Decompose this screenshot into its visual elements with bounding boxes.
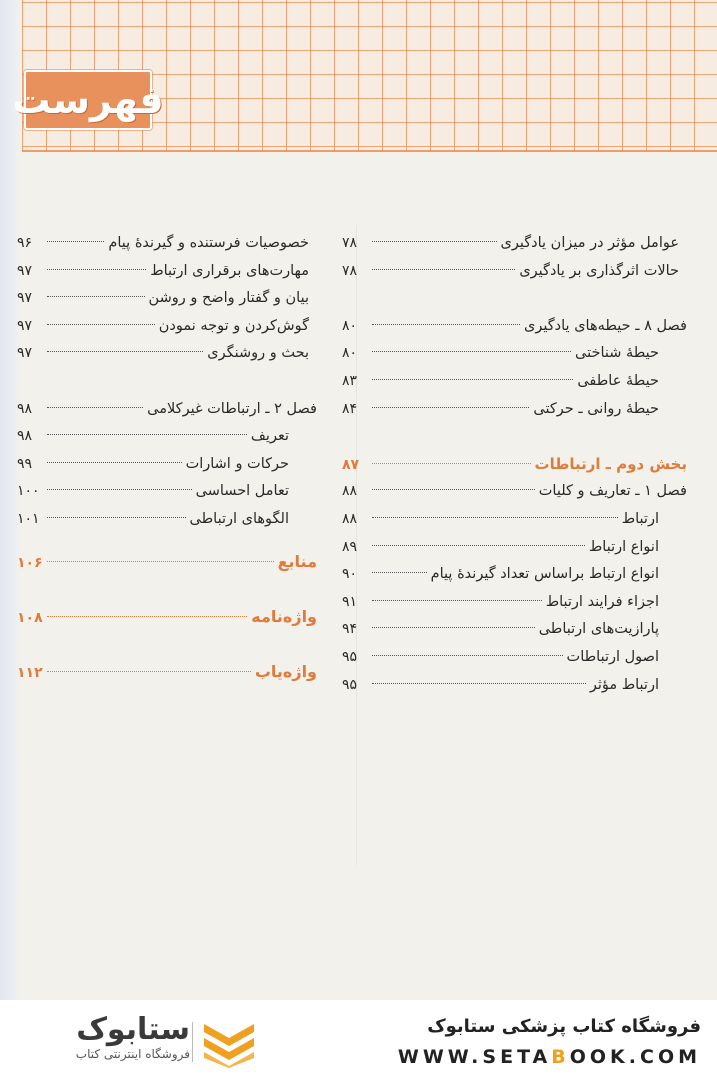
toc-entry-page: ۷۸ <box>342 262 358 279</box>
toc-entry[interactable] <box>17 423 317 451</box>
toc-entry[interactable] <box>342 451 687 479</box>
toc-entry-page: ۸۹ <box>342 538 358 555</box>
toc-leader-dots <box>47 324 155 325</box>
toc-entry-page: ۹۱ <box>342 593 358 610</box>
toc-entry-page: ۹۵ <box>342 676 358 693</box>
toc-entry-page: ۹۰ <box>342 566 358 583</box>
toc-leader-dots <box>47 241 104 242</box>
toc-entry-title: اجزاء فرایند ارتباط <box>545 593 659 610</box>
toc-entry[interactable] <box>342 672 687 700</box>
toc-entry-page: ۸۸ <box>342 483 358 500</box>
toc-entry-title: بحث و روشنگری <box>207 345 309 362</box>
toc-leader-dots <box>47 489 192 490</box>
toc-leader-dots <box>372 545 585 546</box>
toc-entry-title: منابع <box>277 551 317 571</box>
toc-entry[interactable] <box>342 478 687 506</box>
toc-entry-title: اصول ارتباطات <box>566 648 659 665</box>
toc-entry-page: ۹۸ <box>17 400 33 417</box>
brand-logo <box>30 1014 190 1062</box>
toc-leader-dots <box>47 616 247 617</box>
toc-entry[interactable] <box>342 589 687 617</box>
toc-entry[interactable] <box>342 368 687 396</box>
toc-entry-page: ۸۸ <box>342 510 358 527</box>
toc-leader-dots <box>47 407 143 408</box>
toc-entry-title: تعامل احساسی <box>195 483 289 500</box>
toc-entry-title: فصل ۲ ـ ارتباطات غیرکلامی <box>147 400 317 417</box>
toc-entry-page: ۱۰۰ <box>17 483 40 500</box>
toc-entry[interactable] <box>17 478 317 506</box>
book-logo-icon <box>200 1018 258 1068</box>
store-url-accent: B <box>551 1046 570 1068</box>
toc-gap <box>342 423 687 451</box>
toc-entry[interactable] <box>17 340 317 368</box>
toc-leader-dots <box>372 463 531 464</box>
toc-leader-dots <box>47 434 247 435</box>
toc-entry-title: مهارت‌های برقراری ارتباط <box>150 262 309 279</box>
toc-leader-dots <box>372 241 497 242</box>
toc-entry-title: فصل ۱ ـ تعاریف و کلیات <box>538 483 687 500</box>
toc-entry[interactable] <box>342 616 687 644</box>
toc-entry-title: بیان و گفتار واضح و روشن <box>148 290 309 307</box>
toc-entry-title: واژه‌نامه <box>251 606 317 626</box>
toc-entry-page: ۹۶ <box>17 235 33 251</box>
toc-entry-title: حالات اثرگذاری بر یادگیری <box>519 262 679 279</box>
toc-entry[interactable] <box>342 561 687 589</box>
toc-entry[interactable] <box>17 230 317 258</box>
toc-entry-page: ۸۰ <box>342 345 358 362</box>
toc-leader-dots <box>372 351 571 352</box>
store-name: فروشگاه کتاب پزشکی ستابوک <box>427 1016 701 1037</box>
toc-entry-title: حیطهٔ روانی ـ حرکتی <box>533 400 659 417</box>
toc-entry-title: واژه‌یاب <box>254 661 317 681</box>
toc-entry-title: حیطهٔ عاطفی <box>577 372 659 389</box>
toc-entry-title: حیطهٔ شناختی <box>575 345 659 362</box>
toc-entry-page: ۹۸ <box>17 428 33 445</box>
index-title: فهرست <box>12 78 164 122</box>
toc-leader-dots <box>372 379 573 380</box>
toc-entry[interactable] <box>342 396 687 424</box>
toc-gap <box>342 285 687 313</box>
toc-entry-title: عوامل مؤثر در میزان یادگیری <box>500 235 679 251</box>
toc-leader-dots <box>47 462 182 463</box>
toc-leader-dots <box>372 407 529 408</box>
toc-entry-title: الگوهای ارتباطی <box>189 510 289 527</box>
toc-entry[interactable] <box>342 258 687 286</box>
toc-entry[interactable] <box>342 644 687 672</box>
toc-leader-dots <box>372 655 563 656</box>
toc-leader-dots <box>372 683 586 684</box>
toc-leader-dots <box>47 269 146 270</box>
toc-gap <box>17 368 317 396</box>
brand-name: ستابوک <box>76 1012 190 1047</box>
toc-column-left <box>17 230 317 699</box>
toc-leader-dots <box>47 517 186 518</box>
toc-leader-dots <box>372 627 535 628</box>
toc-leader-dots <box>47 561 274 562</box>
index-title-badge <box>12 70 164 130</box>
toc-entry[interactable] <box>342 506 687 534</box>
toc-entry[interactable] <box>17 534 317 589</box>
store-url-suffix: OOK.COM <box>569 1046 701 1068</box>
toc-entry-page: ۹۹ <box>17 455 33 472</box>
toc-entry-page: ۹۷ <box>17 345 33 362</box>
toc-entry[interactable] <box>17 313 317 341</box>
toc-leader-dots <box>372 572 427 573</box>
toc-entry-page: ۸۰ <box>342 317 358 334</box>
toc-entry[interactable] <box>17 644 317 699</box>
toc-entry-title: ارتباط مؤثر <box>589 676 659 693</box>
toc-entry-title: حرکات و اشارات <box>185 455 289 472</box>
toc-entry[interactable] <box>17 451 317 479</box>
brand-tagline: فروشگاه اینترنتی کتاب <box>75 1047 190 1061</box>
toc-entry[interactable] <box>342 230 687 258</box>
toc-entry-title: تعریف <box>250 428 289 445</box>
toc-entry-page: ۱۰۸ <box>17 609 43 626</box>
toc-entry-page: ۷۸ <box>342 235 358 251</box>
toc-entry[interactable] <box>17 258 317 286</box>
toc-entry[interactable] <box>342 534 687 562</box>
toc-entry-title: گوش‌کردن و توجه نمودن <box>158 317 309 334</box>
store-footer <box>0 1000 717 1080</box>
toc-entry-page: ۸۳ <box>342 372 358 389</box>
toc-entry-page: ۹۴ <box>342 621 358 638</box>
store-url-prefix: WWW.SETA <box>397 1046 552 1068</box>
toc-entry-page: ۹۵ <box>342 648 358 665</box>
toc-entry[interactable] <box>17 589 317 644</box>
toc-leader-dots <box>47 296 145 297</box>
toc-entry-page: ۱۰۶ <box>17 554 43 571</box>
toc-entry-page: ۹۷ <box>17 262 33 279</box>
toc-entry-title: انواع ارتباط براساس تعداد گیرندهٔ پیام <box>430 566 659 583</box>
toc-entry-title: پارازیت‌های ارتباطی <box>538 621 659 638</box>
toc-entry[interactable] <box>17 506 317 534</box>
toc-entry[interactable] <box>17 396 317 424</box>
toc-entry[interactable] <box>17 285 317 313</box>
store-url[interactable] <box>398 1046 701 1068</box>
toc-entry[interactable] <box>342 313 687 341</box>
toc-leader-dots <box>372 489 535 490</box>
toc-leader-dots <box>47 671 251 672</box>
toc-entry-title: بخش دوم ـ ارتباطات <box>534 454 687 473</box>
toc-leader-dots <box>372 324 520 325</box>
toc-entry[interactable] <box>342 340 687 368</box>
toc-entry-page: ۹۷ <box>17 317 33 334</box>
toc-leader-dots <box>47 351 203 352</box>
toc-entry-page: ۸۷ <box>342 456 360 473</box>
toc-entry-title: انواع ارتباط <box>588 538 659 555</box>
toc-entry-page: ۱۰۱ <box>17 510 40 527</box>
toc-entry-page: ۹۷ <box>17 290 33 307</box>
toc-column-right <box>342 230 687 699</box>
toc-leader-dots <box>372 269 515 270</box>
toc-entry-title: ارتباط <box>621 510 659 527</box>
logo-divider <box>192 1022 193 1062</box>
toc-entry-page: ۸۴ <box>342 400 358 417</box>
toc-leader-dots <box>372 600 542 601</box>
toc-entry-page: ۱۱۲ <box>17 664 43 681</box>
toc-entry-title: فصل ۸ ـ حیطه‌های یادگیری <box>524 317 687 334</box>
toc-entry-title: خصوصیات فرستنده و گیرندهٔ پیام <box>108 235 309 251</box>
toc-leader-dots <box>372 517 618 518</box>
